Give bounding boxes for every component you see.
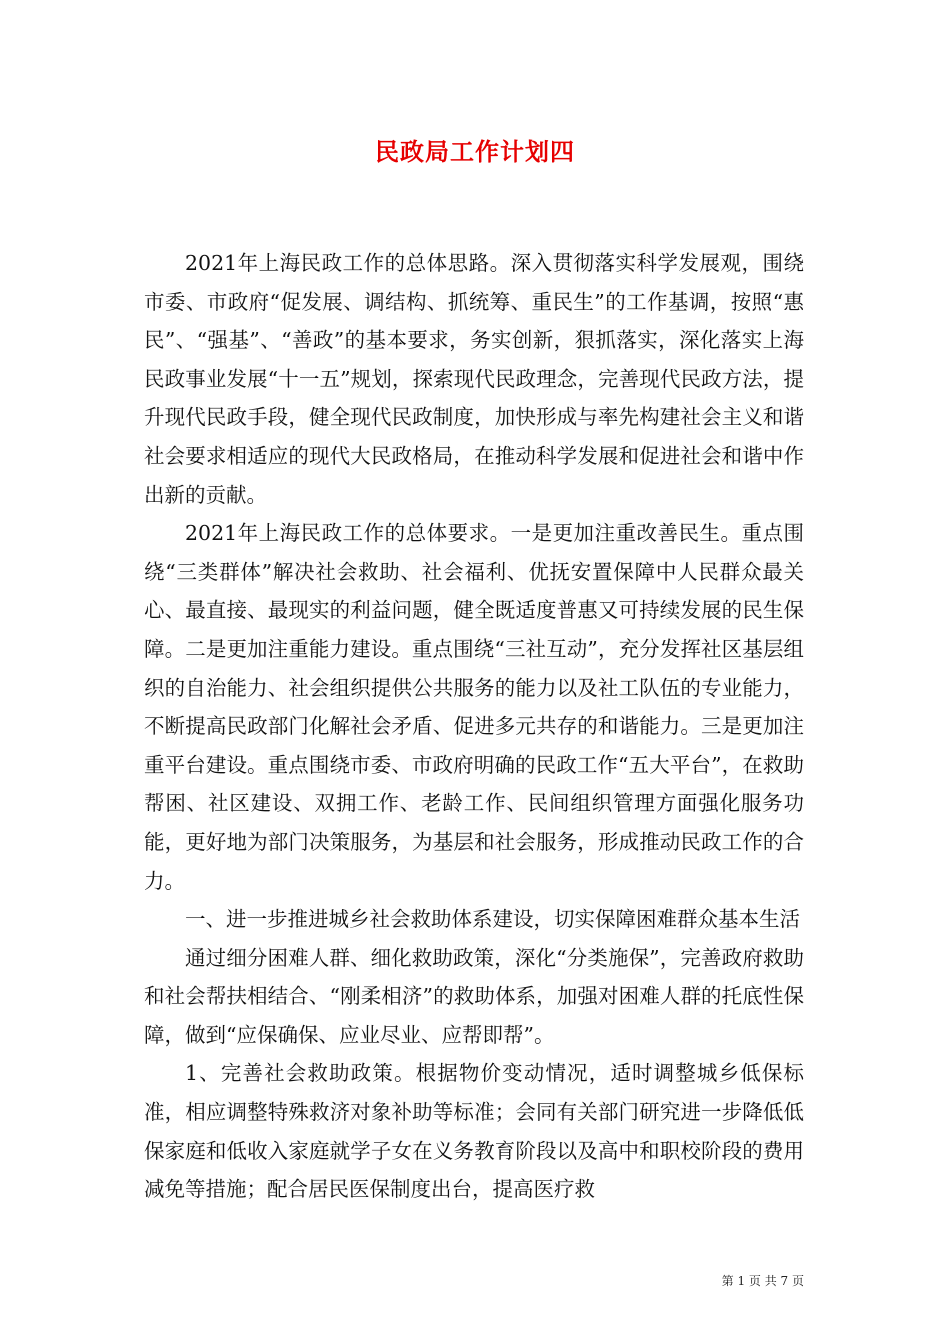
paragraph: 2021年上海民政工作的总体思路。深入贯彻落实科学发展观，围绕市委、市政府“促发展、调结构、抓统筹、重民生”的工作基调，按照“惠民”、“强基”、“善政”的基本要求，务实创新，狠抓落实，深化落实上海民政事业发展“十一五”规划，探索现代民政理念，完善现代民政方法，提升现代民政手段，健全现代民政制度，加快形成与率先构建社会主义和谐社会要求相适应的现代大民政格局，在推动科学发展和促进社会和谐中作出新的贡献。: [144, 251, 804, 507]
section-heading: 一、进一步推进城乡社会救助体系建设，切实保障困难群众基本生活: [185, 907, 800, 932]
document-body: [144, 244, 804, 1209]
paragraph: 通过细分困难人群、细化救助政策，深化“分类施保”，完善政府救助和社会帮扶相结合、“刚柔相济”的救助体系，加强对困难人群的托底性保障，做到“应保确保、应业尽业、应帮即帮”。: [144, 945, 804, 1047]
document-title: 民政局工作计划四: [375, 138, 575, 166]
paragraph: 1、完善社会救助政策。根据物价变动情况，适时调整城乡低保标准，相应调整特殊救济对象补助等标准；会同有关部门研究进一步降低低保家庭和低收入家庭就学子女在义务教育阶段以及高中和职校阶段的费用减免等措施；配合居民医保制度出台，提高医疗救: [144, 1061, 804, 1202]
paragraph: 2021年上海民政工作的总体要求。一是更加注重改善民生。重点围绕“三类群体”解决社会救助、社会福利、优抚安置保障中人民群众最关心、最直接、最现实的利益问题，健全既适度普惠又可持续发展的民生保障。二是更加注重能力建设。重点围绕“三社互动”，充分发挥社区基层组织的自治能力、社会组织提供公共服务的能力以及社工队伍的专业能力，不断提高民政部门化解社会矛盾、促进多元共存的和谐能力。三是更加注重平台建设。重点围绕市委、市政府明确的民政工作“五大平台”，在救助帮困、社区建设、双拥工作、老龄工作、民间组织管理方面强化服务功能，更好地为部门决策服务，为基层和社会服务，形成推动民政工作的合力。: [144, 521, 804, 893]
page-number: 第 1 页 共 7 页: [721, 1274, 804, 1288]
